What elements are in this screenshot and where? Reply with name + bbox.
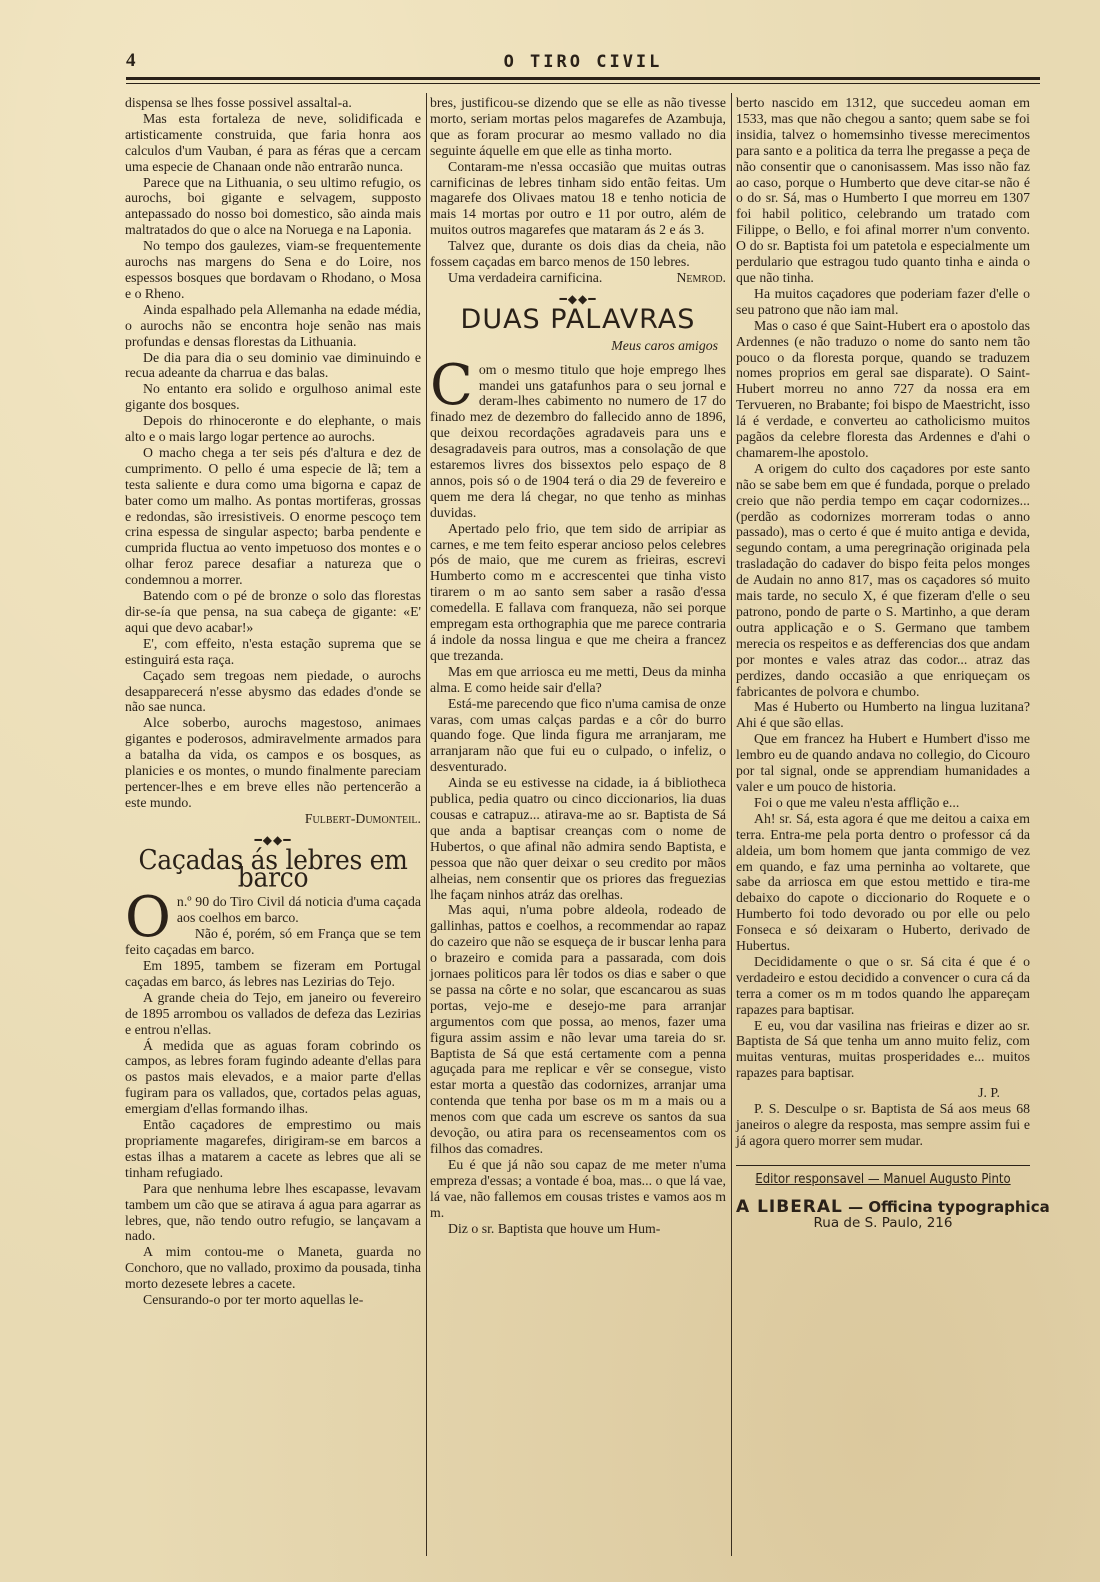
article-lead (430, 352, 726, 521)
lead-text: om o mesmo titulo que hoje emprego lhes mandei uns gatafunhos para o seu jornal e deram-lhes cabimento no numero de 17 do finado mez de dezembro do fallecido anno de 1896, que deixou recordações agradaveis para uns e desagradaveis para outros, mas a consolação de que estaremos livres dos bissextos pelo espaço de 8 annos, pois só o de 1904 terá o dia 29 de fevereiro e quem me dera lá chegar, no que tenho as minhas duvidas. (430, 361, 726, 520)
paragraph: A mim contou-me o Maneta, guarda no Conchoro, que no vallado, proximo da pousada, tinha morto dezesete lebres a cacete. (125, 1244, 421, 1292)
printer-line (736, 1196, 1050, 1217)
paragraph: O macho chega a ter seis pés d'altura e dez de cumprimento. O pello é uma especie de lã; tem a testa saliente e dura como uma bigorna e capaz de bater como um malho. As pontas mortiferas, grossas e redondas, são irresistiveis. O enorme pescoço tem crina espessa de singular aspecto; barba pendente e cumprida fluctua ao vento impetuoso dos montes e o olhar feroz parece desafiar a natureza que o condemnou a morrer. (125, 444, 421, 588)
printer-address: Rua de S. Paulo, 216 (813, 1214, 953, 1231)
newspaper-title: O TIRO CIVIL (503, 52, 663, 72)
lead-text: n.º 90 do Tiro Civil dá noticia d'uma caçada aos coelhos em barco. (176, 894, 421, 926)
column-3 (736, 95, 1050, 1232)
column-1 (125, 95, 421, 1308)
page-header (126, 46, 1040, 74)
paragraph: Em 1895, tambem se fizeram em Portugal caçadas em barco, ás lebres nas Lezirias do Tejo. (125, 958, 421, 989)
paragraph: Ah! sr. Sá, esta agora é que me deitou a caixa em terra. Entra-me pela porta dentro o professor cá da aldeia, um bom homem que janta commigo de vez em quando, e faz uma perninha ao voltarete, que sabe da arriosca em que estou mettido e tira-me debaixo do capote o diccionario do Roquete e o Humberto foi todo devorado ou por elle ou pelo Fonseca e só deixaram o Huberto, derivado de Hubertus. (736, 810, 1030, 954)
paragraph: Ainda espalhado pela Allemanha na edade média, o aurochs não se encontra hoje senão nas mais profundas e densas florestas da Lithuania. (125, 301, 421, 349)
paragraph: Mas aqui, n'uma pobre aldeola, rodeado de gallinhas, pattos e coelhos, a recommendar ao rapaz do cazeiro que não se esqueça de ir buscar lenha para o brazeiro e comida para a passarada, com dois jornaes politicos para lêr todos os dias e saber o que se passa na côrte e no solar, que escancarou as suas portas, vejo-me e desejo-me para arranjar argumentos com que possa, ao menos, fazer uma figura assim assim e não levar uma tareia do sr. Baptista de Sá que está certamente com a penna aguçada para me replicar e vêr se consegue, visto estar morta a questão das codornizes, arranjar uma contenda que tenha por base os m m a mais ou a menos com que cada um escreve os santos da sua devoção, ou atira para os recenseamentos com os filhos das comadres. (430, 902, 726, 1156)
printer-subtitle: — Officina typographica (848, 1197, 1050, 1216)
paragraph: Parece que na Lithuania, o seu ultimo refugio, os aurochs, boi gigante e selvagem, supposto antepassado do nosso boi domestico, são ainda mais maltratados do que o alce na Noruega e na Laponia. (125, 174, 421, 238)
paragraph: Mas o caso é que Saint-Hubert era o apostolo das Ardennes (e não traduzo o nome do santo nem tão pouco o da floresta porque, quando se traduzem nomes proprios em geral sae disparate). O Saint-Hubert morreu no anno 727 da nossa era em Tervueren, no Brabante; foi bispo de Maestricht, isso lá é verdade, e converteu ao catholicismo muitos pagãos da celebre floresta das Ardennes e d'ahi o chamarem-lhe apostolo. (736, 317, 1030, 460)
paragraph: Ainda se eu estivesse na cidade, ia á bibliotheca publica, pedia quatro ou cinco diccionarios, lia duas cousas e catrapuz... atirava-me ao sr. Baptista de Sá que anda a baptisar creanças com o nome de Hubertos, o que afinal não admira sendo Baptista, e pessoa que não quer deixar o seu credito por mãos alheias, nem consentir que os priores das freguezias lhe façam ninhos atráz das orelhas. (430, 775, 726, 902)
paragraph: Mas é Huberto ou Humberto na lingua luzitana? Ahi é que são ellas. (736, 699, 1030, 731)
paragraph: Depois do rhinoceronte e do elephante, o mais alto e o mais largo logar pertence ao aurochs. (125, 413, 421, 445)
paragraph: bres, justificou-se dizendo que se elle as não tivesse morto, seriam mortas pelos magarefes de Azambuja, que as foram procurar ao mesmo vallado no dia seguinte áquelle em que elle as tinha morto. (430, 95, 726, 158)
header-rule-thin (126, 83, 1040, 84)
paragraph: Diz o sr. Baptista que houve um Hum- (448, 1220, 661, 1236)
last-line-text: Uma verdadeira carnificina. (448, 269, 603, 285)
signature-nemrod: Nemrod. (676, 269, 726, 285)
paragraph: De dia para dia o seu dominio vae diminuindo e recua adeante da charrua e das balas. (125, 349, 421, 381)
paragraph: Talvez que, durante os dois dias da cheia, não fossem caçadas em barco menos de 150 lebres. (430, 238, 726, 270)
column-divider-1 (426, 93, 427, 1556)
paragraph: berto nascido em 1312, que succedeu aoman em 1533, mas que não chegou a santo; quem sabe se foi insidia, talvez o homemsinho tivesse merecimentos para santo e a politica da terra lhe pregasse a peça de não consentir que o canonisassem. Mas isso não faz ao caso, porque o Humberto que deve citar-se não é o do sr. Sá, mas o Humberto I que morreu em 1307 foi habil politico, celebrando um tratado com Filippe, o Bello, e foi afinal morrer n'um convento. O do sr. Baptista foi um patetola e especialmente um perdulario que estragou tudo quanto tinha e ainda o que não tinha. (736, 95, 1030, 285)
paragraph: Á medida que as aguas foram cobrindo os campos, as lebres foram fugindo adeante d'ellas para os pastos mais elevados, e a maior parte d'ellas fugiram para os vallados, que, cortados pelas aguas, emergiam d'ellas formando ilhas. (125, 1037, 421, 1117)
header-rule-thick (126, 77, 1040, 80)
paragraph: A origem do culto dos caçadores por este santo não se sabe bem em que é fundada, porque o prelado creio que não perdia tempo em caçar codornizes... (perdão as codornizes morreram todas o anno passado), mas o certo é que é muito antiga e devida, segundo contam, a uma peregrinação originada pela trasladação do cadaver do bispo feita pelos monges de Audain no anno 817, mas os caçadores só muito mais tarde, no seculo X, é que fizeram d'elle o seu patrono, pondo de parte o S. Martinho, a que deram outra applicação e o S. Germano que tambem merecia os respeitos e as defferencias dos que andam por montes e vales atraz das codor... atraz das perdizes, dando occasião a que enriqueçam os fabricantes de polvora e chumbo. (736, 460, 1030, 699)
paragraph: E', com effeito, n'esta estação suprema que se estinguirá esta raça. (125, 635, 421, 667)
column-2 (430, 95, 726, 1236)
drop-cap: O (125, 885, 171, 951)
paragraph: Foi o que me valeu n'esta afflição e... (754, 794, 960, 810)
paragraph: No entanto era solido e orgulhoso animal este gigante dos bosques. (125, 381, 421, 413)
editor-line: Editor responsavel — Manuel Augusto Pinto (755, 1171, 1011, 1187)
paragraph: Censurando-o por ter morto aquellas le- (143, 1292, 364, 1308)
signature-fulbert: Fulbert-Dumonteil. (304, 810, 421, 826)
salutation: Meus caros amigos (611, 337, 718, 353)
article-title-cacadas: Caçadas ás lebres em barco (138, 843, 408, 893)
paragraph: Decididamente o que o sr. Sá cita é que é o verdadeiro e estou decidido a convencer o cura cá da terra a comer os m m todos quando lhe appareçam rapazes para baptisar. (736, 953, 1030, 1017)
paragraph: A grande cheia do Tejo, em janeiro ou fevereiro de 1895 arrombou os vallados de defeza das Lezirias e entrou n'ellas. (125, 989, 421, 1037)
paragraph: Contaram-me n'essa occasião que muitas outras carnificinas de lebres tinham sido então feitas. Um magarefe dos Olivaes matou 18 e tenho noticia de mais 14 mortas por outro e 11 por outro, além de muitos outros magarefes que mataram ás 2 e ás 3. (430, 158, 726, 238)
paragraph: Batendo com o pé de bronze o solo das florestas dir-se-ía que pensa, na sua cabeça de gigante: «E' aqui que devo acabar!» (125, 588, 421, 635)
page-number: 4 (126, 50, 136, 71)
paragraph: Está-me parecendo que fico n'uma camisa de onze varas, com umas calças pardas e a côr do burro quando foge. Que linda figura me arranjaram, me arranjaram não que fui eu o culpado, o infeliz, o desventurado. (430, 695, 726, 775)
paragraph: Caçado sem tregoas nem piedade, o aurochs desapparecerá n'esse abysmo das edades d'onde se não sae nunca. (125, 667, 421, 715)
printer-name: A LIBERAL (736, 1196, 843, 1217)
paragraph: Ha muitos caçadores que poderiam fazer d'elle o seu patrono que não iam mal. (736, 285, 1030, 317)
article-title-duas-palavras: DUAS PALAVRAS (460, 303, 696, 335)
section-ornament: ━◆◆━ (254, 832, 292, 847)
paragraph: Para que nenhuma lebre lhes escapasse, levavam tambem um cão que se atirava á agua para agarrar as lebres, que, não tendo outro refugio, se lançavam a nado. (125, 1180, 421, 1244)
paragraph: Apertado pelo frio, que tem sido de arripiar as carnes, e me tem feito esperar ancioso pelos celebres pós de maio, que me curem as frieiras, escrevi Humberto como m e accrescentei que tinha visto tirarem o m ao santo sem saber a rasão d'essa comedella. E fallava com franqueza, não sei porque empregam esta orthographia que me parece contraria á indole da nossa lingua e que me cheira a francez que trezanda. (430, 520, 726, 663)
postscript: P. S. Desculpe o sr. Baptista de Sá aos meus 68 janeiros o alegre da resposta, mas sempre assim fui e já agora quero morrer sem mudar. (736, 1101, 1030, 1148)
signature-jp: J. P. (978, 1085, 1000, 1101)
column-divider-2 (731, 93, 732, 1556)
paragraph: Não é, porém, só em França que se tem feito caçadas em barco. (125, 926, 421, 958)
paragraph: Mas em que arriosca eu me metti, Deus da minha alma. E como heide sair d'ella? (430, 663, 726, 695)
paragraph: dispensa se lhes fosse possivel assaltal-a. (125, 95, 352, 110)
imprint-footer (736, 1165, 1050, 1232)
section-ornament: ━◆◆━ (559, 291, 597, 306)
paragraph: No tempo dos gaulezes, viam-se frequentemente aurochs nas margens do Sena e do Loire, nos espessos bosques que bordavam o Rhodano, o Mosa e o Rheno. (125, 238, 421, 301)
paragraph: Mas esta fortaleza de neve, solidificada e artisticamente construida, que faria honra aos calculos d'um Vauban, é para as féras que a cercam uma especie de Chanaan onde não entrarão nunca. (125, 110, 421, 174)
paragraph: E eu, vou dar vasilina nas frieiras e dizer ao sr. Baptista de Sá que tenha um anno muito feliz, com muitas venturas, muitas prosperidades e... muitos rapazes para baptisar. (736, 1017, 1030, 1081)
drop-cap: C (430, 352, 473, 418)
paragraph: Eu é que já não sou capaz de me meter n'uma empreza d'essas; a vontade é boa, mas... o que lá vae, lá vae, não fallemos em cousas tristes e vamos aos m m. (430, 1156, 726, 1220)
paragraph: Que em francez ha Hubert e Humbert d'isso me lembro eu de quando andava no collegio, do Cicouro por tal signal, onde se apprendiam humanidades a valer e um pouco de historia. (736, 731, 1030, 794)
closing-line (430, 270, 726, 286)
paragraph: Então caçadores de emprestimo ou mais propriamente magarefes, dirigiram-se em barcos a estas ilhas a matarem a cacete as lebres que ali se tinham refugiado. (125, 1117, 421, 1180)
paragraph: Alce soberbo, aurochs magestoso, animaes gigantes e poderosos, admiravelmente armados para a batalha da vida, os campos e os bosques, as planicies e os montes, o mundo finalmente pareciam pertencer-lhes e em breve elles não pertencerão a este mundo. (125, 715, 421, 810)
